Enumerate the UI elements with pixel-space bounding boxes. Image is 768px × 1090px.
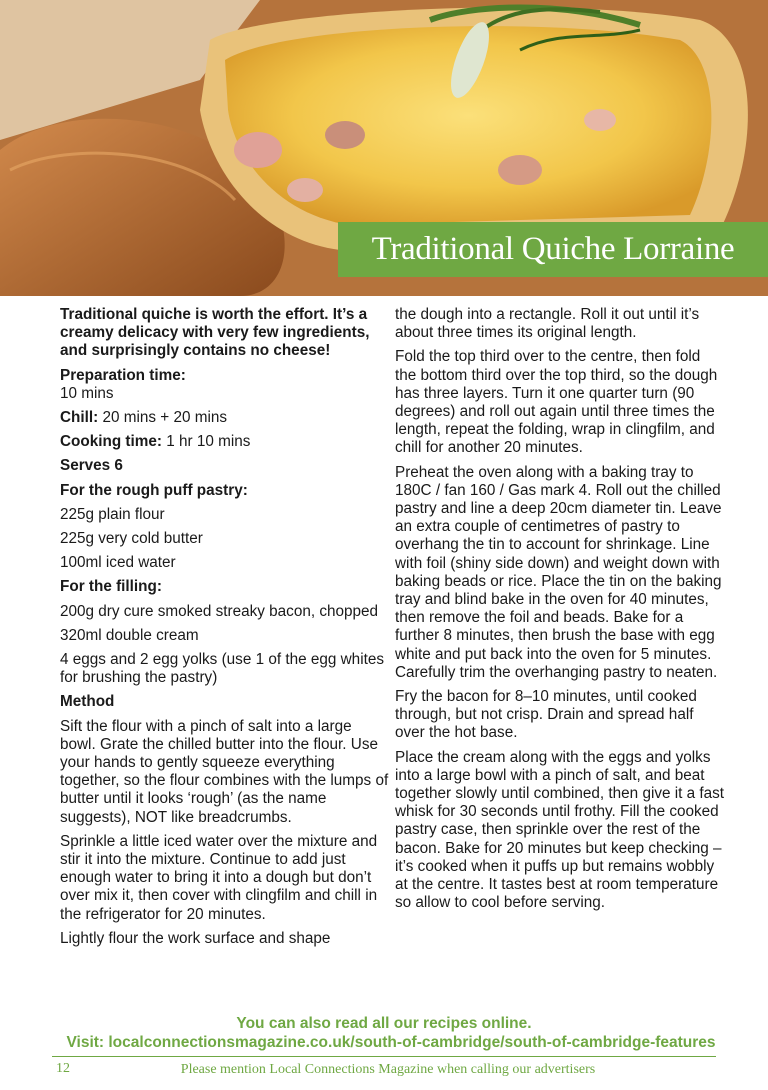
prep-time-value: 10 mins [60, 384, 114, 402]
method-step: Sprinkle a little iced water over the mixture and stir it into the mixture. Continue to add just enough water to bring it into a dough but don’t over mix it, then cover with clingfilm and chill in the refrigerator for 20 minutes. [60, 832, 378, 923]
right-column [395, 306, 725, 919]
chill-time-label: Chill: [60, 409, 99, 427]
method-step: Fry the bacon for 8–10 minutes, until cooked through, but not crisp. Drain and spread half over the hot base. [395, 688, 697, 742]
prep-time-label: Preparation time: [60, 366, 186, 384]
chill-time-value: 20 mins + 20 mins [102, 409, 228, 427]
method-heading: Method [60, 693, 115, 711]
online-line: You can also read all our recipes online. [236, 1015, 532, 1032]
footer-divider [52, 1056, 716, 1057]
online-recipes-note [0, 1014, 768, 1052]
method-step: Lightly flour the work surface and shape [60, 929, 331, 947]
serves: Serves 6 [60, 457, 123, 475]
ingredient-eggs: 4 eggs and 2 egg yolks (use 1 of the egg whites for brushing the pastry) [60, 651, 384, 687]
ingredient-flour: 225g plain flour [60, 505, 165, 523]
method-step: Sift the flour with a pinch of salt into a large bowl. Grate the chilled butter into the flour. Use your hands to gently squeeze everything together, so the flour combines with the lumps of butter until it looks ‘rough’ (as the name suggests), NOT like breadcrumbs. [60, 717, 389, 826]
prep-time [60, 367, 390, 403]
method-step: Preheat the oven along with a baking tray to 180C / fan 160 / Gas mark 4. Roll out the chilled pastry and line a deep 20cm diameter tin. Leave an extra couple of centimetres of pastry to overhang the tin to account for shrinkage. Line with foil (shiny side down) and weight down with baking beads or rice. Place the tin on the baking tray and blind bake in the oven for 40 minutes, then remove the foil and beads. Bake for a further 8 minutes, then brush the base with egg white and put back into the oven for 5 minutes. Carefully trim the overhanging pastry to neaten. [395, 463, 722, 681]
hero-image [0, 0, 768, 296]
ingredient-bacon: 200g dry cure smoked streaky bacon, chopped [60, 602, 379, 620]
pastry-heading: For the rough puff pastry: [60, 481, 248, 499]
left-column [60, 306, 390, 954]
cooking-time-label: Cooking time: [60, 433, 162, 451]
chill-time [60, 409, 390, 427]
filling-heading: For the filling: [60, 578, 162, 596]
recipe-title: Traditional Quiche Lorraine [371, 231, 735, 267]
cooking-time-value: 1 hr 10 mins [166, 433, 251, 451]
footer-note: Please mention Local Connections Magazine when calling our advertisers [180, 1062, 596, 1077]
intro-paragraph: Traditional quiche is worth the effort. It’s a creamy delicacy with very few ingredients, and surprisingly contains no cheese! [60, 306, 370, 360]
ingredient-cream: 320ml double cream [60, 626, 199, 644]
cooking-time [60, 433, 390, 451]
ingredient-butter: 225g very cold butter [60, 530, 203, 548]
method-step: the dough into a rectangle. Roll it out until it’s about three times its original length. [395, 306, 700, 342]
method-step: Place the cream along with the eggs and yolks into a large bowl with a pinch of salt, and beat together slowly until combined, then give it a fast whisk for 30 seconds until frothy. Fill the cooked pastry case, then sprinkle over the rest of the bacon. Bake for 20 minutes but keep checking – it’s cooked when it puffs up but remains wobbly at the centre. It tastes best at room temperature so allow to cool before serving. [395, 748, 725, 912]
website-link[interactable]: Visit: localconnectionsmagazine.co.uk/south-of-cambridge/south-of-cambridge-features [66, 1034, 716, 1051]
title-banner [338, 222, 768, 277]
ingredient-water: 100ml iced water [60, 554, 176, 572]
method-step: Fold the top third over to the centre, then fold the bottom third over the top third, so the dough has three layers. Turn it one quarter turn (90 degrees) and roll out again until three times the length, repeat the folding, wrap in clingfilm, and chill for another 20 minutes. [395, 348, 718, 457]
page-number: 12 [56, 1061, 70, 1076]
